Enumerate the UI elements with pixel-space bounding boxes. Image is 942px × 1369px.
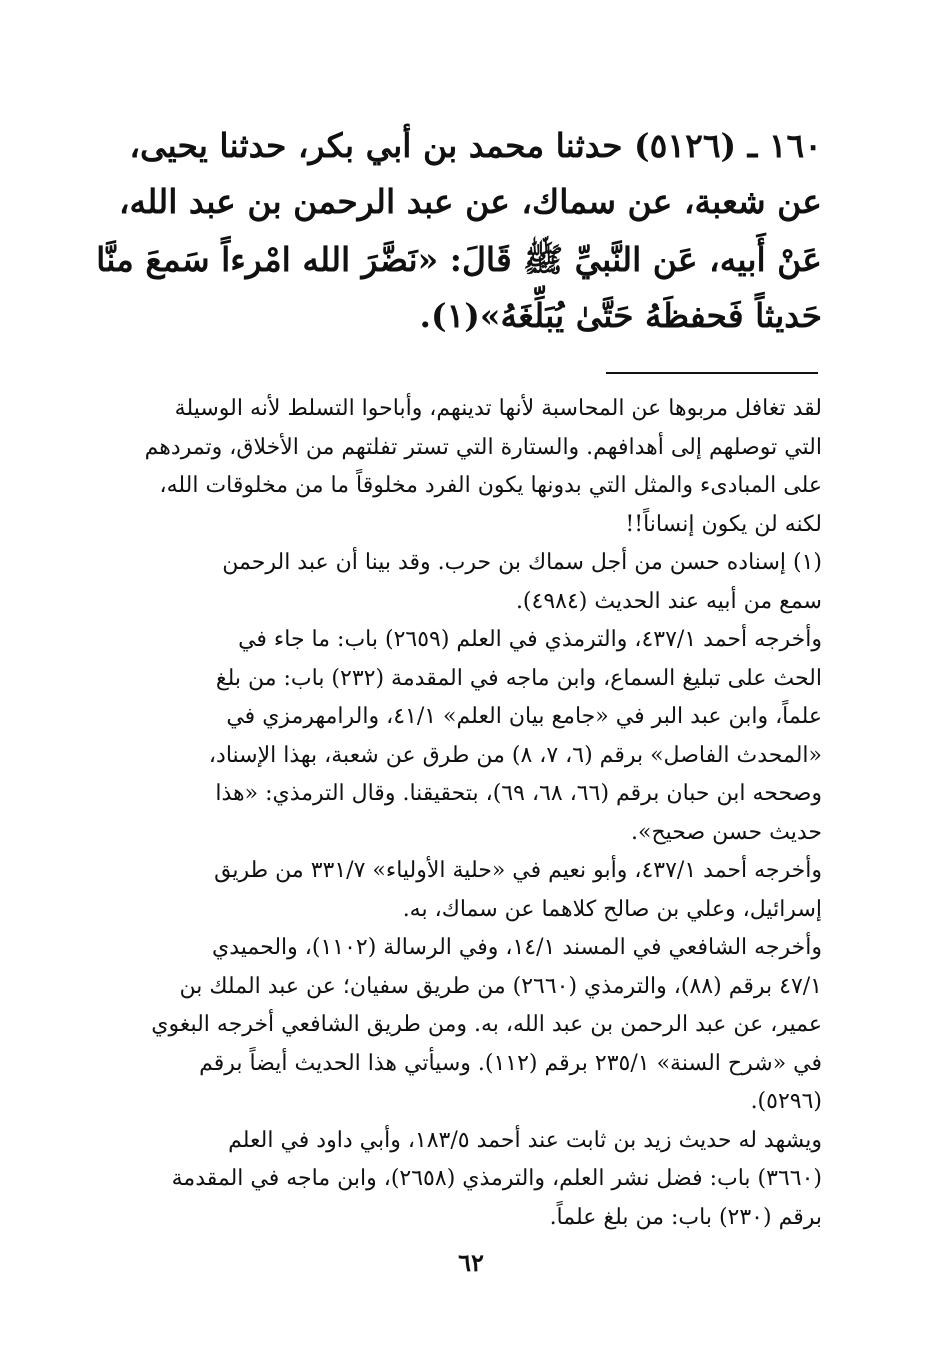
footnote-line: عمير، عن عبد الرحمن بن عبد الله، به. ومن طريق الشافعي أخرجه البغوي [151, 1012, 822, 1037]
footnote-line: (٥٢٩٦). [750, 1089, 822, 1114]
hadith-body [96, 232, 822, 344]
footnote-line: سمع من أبيه عند الحديث (٤٩٨٤). [515, 588, 822, 614]
footnote-line: ٤٧/١ برقم (٨٨)، والترمذي (٢٦٦٠) من طريق سفيان؛ عن عبد الملك بن [179, 973, 822, 999]
footnote-line: ويشهد له حديث زيد بن ثابت عند أحمد ١٨٣/٥، وأبي داود في العلم [228, 1127, 822, 1153]
hadith-header [110, 118, 822, 230]
footnote-line: التي توصلهم إلى أهدافهم. والستارة التي تستر تفلتهم من الأخلاق، وتمردهم [144, 434, 822, 460]
header-line: ١٦٠ ـ (٥١٢٦) حدثنا محمد بن أبي بكر، حدثنا يحيى، [129, 126, 822, 165]
footnote-line: وصححه ابن حبان برقم (٦٦، ٦٨، ٦٩)، بتحقيقنا. وقال الترمذي: «هذا [215, 781, 822, 806]
footnote-line: وأخرجه أحمد ٤٣٧/١، وأبو نعيم في «حلية الأولياء» ٣٣١/٧ من طريق [214, 858, 822, 883]
footnote-line: في «شرح السنة» ٢٣٥/١ برقم (١١٢). وسيأتي هذا الحديث أيضاً برقم [199, 1050, 822, 1076]
footnote-line: وأخرجه الشافعي في المسند ١٤/١، وفي الرسالة (١١٠٢)، والحميدي [212, 935, 822, 960]
header-line: عن شعبة، عن سماك، عن عبد الرحمن بن عبد الله، [118, 182, 822, 221]
footnote-line: الحث على تبليغ السماع، وابن ماجه في المقدمة (٢٣٢) باب: من بلغ [215, 665, 822, 691]
footnote-line: (٣٦٦٠) باب: فضل نشر العلم، والترمذي (٢٦٥٨)، وابن ماجه في المقدمة [171, 1166, 822, 1191]
footnote-divider [606, 372, 818, 374]
footnote-line: حديث حسن صحيح». [630, 819, 822, 845]
footnote-line: وأخرجه أحمد ٤٣٧/١، والترمذي في العلم (٢٦٥٩) باب: ما جاء في [238, 627, 822, 652]
page-number: ٦٢ [458, 1248, 484, 1277]
footnote-line: «المحدث الفاصل» برقم (٦، ٧، ٨) من طرق عن شعبة، بهذا الإسناد، [208, 742, 822, 768]
footnote-line: برقم (٢٣٠) باب: من بلغ علماً. [549, 1204, 822, 1230]
footnote-line: علماً، وابن عبد البر في «جامع بيان العلم» ٤١/١، والرامهرمزي في [226, 704, 822, 729]
footnote-line: إسرائيل، وعلي بن صالح كلاهما عن سماك، به. [402, 896, 822, 922]
footnote-line: لقد تغافل مربوها عن المحاسبة لأنها تدينهم، وأباحوا التسلط لأنه الوسيلة [174, 396, 822, 421]
footnote-line: (١) إسناده حسن من أجل سماك بن حرب. وقد بينا أن عبد الرحمن [222, 550, 822, 575]
footnote-line: على المبادىء والمثل التي بدونها يكون الفرد مخلوقاً ما من مخلوقات الله، [159, 473, 822, 498]
footnotes [110, 390, 822, 1237]
hadith-line: عَنْ أَبيه، عَن النَّبيِّ ﷺ قَالَ: «نَضَّرَ الله امْرءاً سَمعَ منَّا [96, 240, 822, 279]
footnote-line: لكنه لن يكون إنساناً!! [625, 511, 822, 537]
hadith-line: حَديثاً فَحفظَهُ حَتَّىٰ يُبَلِّغَهُ»(١). [419, 296, 822, 335]
